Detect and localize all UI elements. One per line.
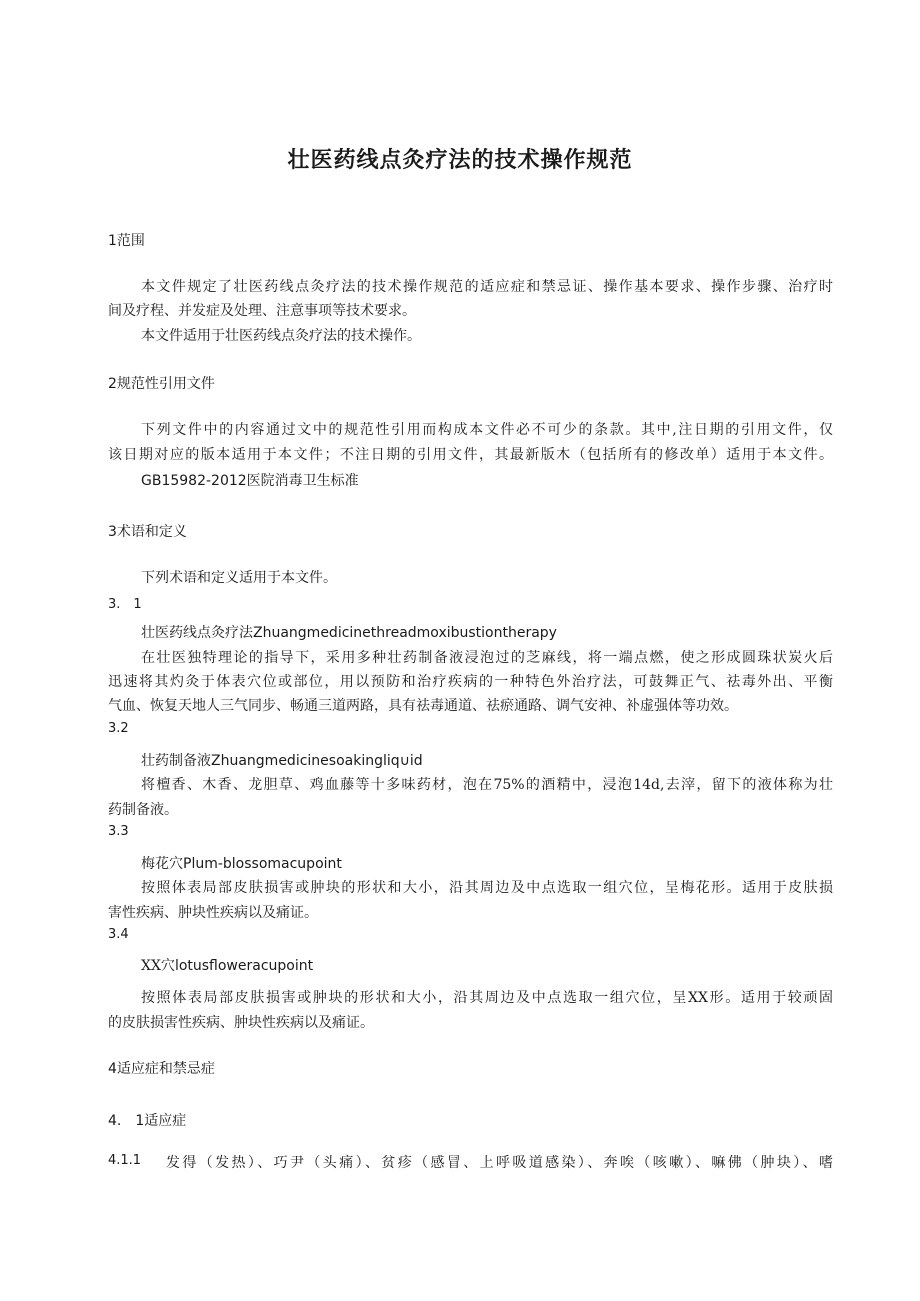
paragraph-text: 将檀香、木香、龙胆草、鸡血藤等十多味药材，泡在75%的酒精中，浸泡14d,去滓，留下的液体称为壮 (141, 777, 833, 793)
paragraph-text: 本文件规定了壮医药线点灸疗法的技术操作规范的适应症和禁忌证、操作基本要求、操作步骤、治疗时 (141, 279, 833, 295)
term-chinese: 壮药制备液 (141, 753, 211, 769)
term-english: Zhuangmedicinesoakingliq∪id (211, 753, 423, 769)
paragraph-line: 药制备液。 (108, 802, 178, 818)
paragraph-line: 本文件适用于壮医药线点灸疗法的技术操作。 (141, 328, 421, 344)
paragraph-line (141, 647, 833, 667)
paragraph-line (141, 877, 833, 897)
paragraph-line: 害性疾病、肿块性疾病以及痛证。 (108, 905, 318, 921)
paragraph-line: 气血、恢复天地人三气同步、畅通三道两路，具有祛毒通道、祛瘀通路、调气安神、补虚强体等功效。 (108, 698, 738, 714)
term-english: lotusfloweracupoint (174, 958, 314, 974)
reference-code: GB15982-2012 (141, 473, 247, 489)
term-english: Plum-blossomacupoint (183, 856, 342, 872)
section-heading-indications: 4适应症和禁忌症 (108, 1061, 215, 1077)
term-label (141, 750, 423, 770)
paragraph-text: 迅速将其灼灸于体表穴位或部位，用以预防和治疗疾病的一种特色外治疗法，可鼓舞正气、祛毒外出、平衡 (108, 674, 833, 690)
item-number: 4.1.1 (108, 1153, 142, 1168)
term-number: 3. 1 (108, 597, 142, 612)
paragraph-text: 该日期对应的版本适用于本文件；不注日期的引用文件，其最新版木（包括所有的修改单）适用于本文件。 (108, 447, 833, 463)
term-number: 3.2 (108, 721, 129, 736)
paragraph-line: 的皮肤损害性疾病、肿块性疾病以及痛证。 (108, 1015, 374, 1031)
paragraph-line: 下列术语和定义适用于本文件。 (141, 570, 337, 586)
paragraph-line (141, 774, 833, 794)
paragraph-line (108, 444, 833, 464)
term-chinese: 壮医药线点灸疗法 (141, 625, 253, 641)
term-number: 3.3 (108, 824, 129, 839)
subsection-heading-indications: 4. 1适应症 (108, 1113, 187, 1129)
paragraph-text: 按照体表局部皮肤损害或肿块的形状和大小，沿其周边及中点选取一组穴位，呈XX形。适用于较顽固 (141, 990, 833, 1006)
reference-title: 医院消毒卫生标准 (246, 473, 359, 489)
reference-standard (141, 470, 359, 490)
paragraph-line: 间及疗程、并发症及处理、注意事项等技术要求。 (108, 303, 416, 319)
paragraph-line (108, 671, 833, 691)
paragraph-line (141, 276, 833, 296)
term-chinese: 梅花穴 (141, 856, 183, 872)
term-label (141, 853, 342, 873)
term-english: Zhuangmedicinethreadmoxibustiontherapy (253, 625, 557, 641)
term-label (141, 955, 313, 975)
section-heading-scope: 1范围 (108, 233, 145, 249)
document-title: 壮医药线点灸疗法的技术操作规范 (287, 147, 633, 173)
term-chinese: XX穴 (141, 958, 175, 974)
section-heading-terms: 3术语和定义 (108, 524, 187, 540)
paragraph-line (141, 419, 833, 439)
paragraph-text: 按照体表局部皮肤损害或肿块的形状和大小，沿其周边及中点选取一组穴位，呈梅花形。适用于皮肤损 (141, 880, 833, 896)
section-heading-normative-references: 2规范性引用文件 (108, 376, 215, 392)
paragraph-text: 在壮医独特理论的指导下，采用多种壮药制备液浸泡过的芝麻线，将一端点燃，使之形成圆珠状炭火后 (141, 650, 833, 666)
term-number: 3.4 (108, 927, 129, 942)
paragraph-text: 下列文件中的内容通过文中的规范性引用而构成本文件必不可少的条款。其中,注日期的引用文件，仅 (141, 422, 833, 438)
paragraph-line (141, 987, 833, 1007)
term-label (141, 622, 557, 642)
paragraph-text: 发得（发热）、巧尹（头痛）、贫疹（感冒、上呼吸道感染）、奔唉（咳嗽）、嘛佛（肿块）、嗜 (166, 1155, 833, 1171)
paragraph-line (166, 1152, 833, 1172)
